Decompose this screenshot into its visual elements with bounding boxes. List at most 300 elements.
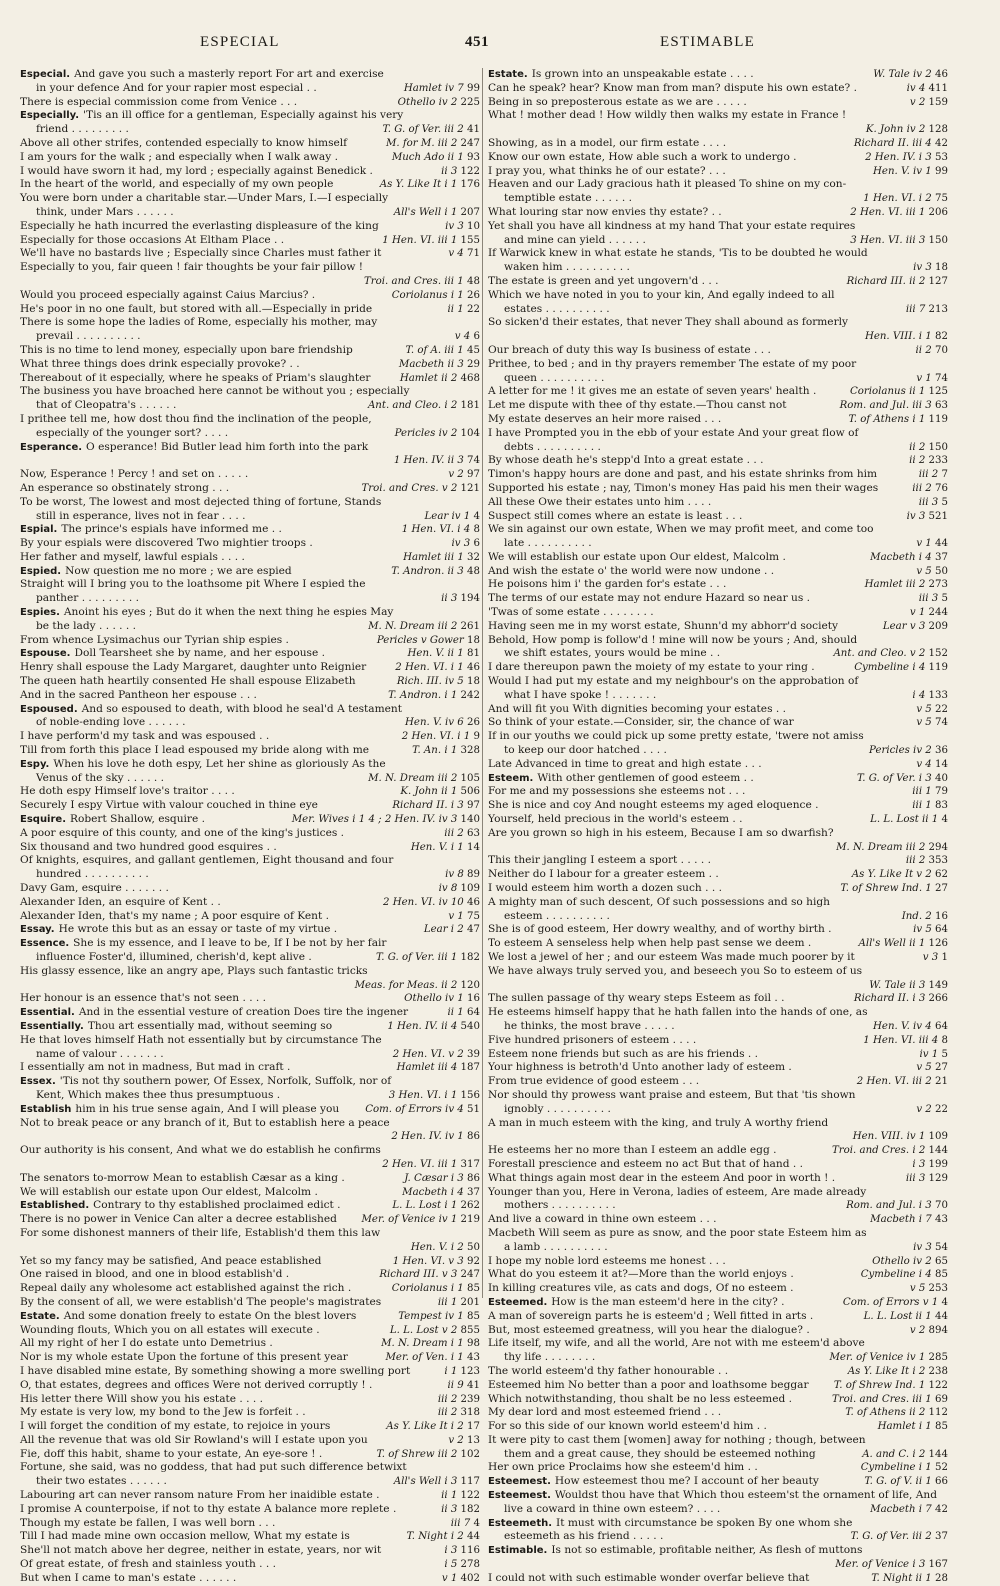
line-number: 22: [931, 1103, 948, 1115]
concordance-line: [20, 1420, 480, 1434]
play-reference: [869, 1255, 948, 1269]
quotation-text: Forestall prescience and esteem no act But that of hand . .: [488, 1157, 803, 1170]
play-act-scene: Hamlet iii 2: [864, 579, 926, 591]
play-reference: [391, 454, 480, 468]
play-act-scene: 3 Hen. VI. i 1: [388, 1089, 458, 1101]
play-act-scene: iv 3: [445, 220, 464, 232]
play-act-scene: ii 3: [441, 593, 458, 605]
concordance-line: [20, 1103, 480, 1117]
quotation-text: All these Owe their estates unto him . . . .: [488, 495, 712, 508]
quotation-text: that of Cleopatra's . . . . . .: [36, 399, 177, 412]
quotation-text: The business you have broached here cannot be without you ; especially: [20, 385, 410, 398]
concordance-line: [20, 1020, 480, 1034]
play-act-scene: T. G. of Ver. iii 1: [375, 952, 458, 963]
line-number: 62: [931, 869, 948, 881]
concordance-line: [20, 1130, 480, 1144]
play-act-scene: Hen. V. i 2: [410, 1241, 464, 1253]
line-number: 74: [931, 717, 948, 729]
line-number: 266: [925, 993, 948, 1005]
concordance-line: [20, 468, 480, 482]
play-reference: [910, 261, 948, 275]
play-act-scene: Ind. 2: [901, 910, 932, 922]
play-act-scene: 2 Hen. IV. iv 1: [391, 1131, 464, 1143]
quotation-text: Alexander Iden, an esquire of Kent . .: [20, 895, 221, 908]
line-number: 99: [931, 165, 948, 177]
play-reference: [913, 1061, 948, 1075]
line-number: 44: [463, 1531, 480, 1543]
play-act-scene: 1 Hen. VI. v 3: [392, 1255, 464, 1267]
quotation-text: Late Advanced in time to great and high estate . . .: [488, 757, 762, 770]
play-act-scene: Ant. and Cleo. i 2: [367, 400, 458, 412]
play-act-scene: Hamlet iii 4: [396, 1062, 458, 1074]
headword: Establish: [20, 1103, 72, 1115]
play-reference: [399, 730, 480, 744]
line-number: 209: [925, 620, 948, 632]
play-act-scene: Tempest iv 1: [398, 1310, 464, 1322]
concordance-line: [20, 1144, 480, 1158]
line-number: 1: [938, 952, 948, 963]
play-reference: [845, 1365, 948, 1379]
concordance-line: [488, 689, 948, 703]
quotation-text: queen . . . . . . . . . .: [504, 371, 605, 384]
play-reference: [448, 1517, 480, 1531]
headword: Esteemest.: [488, 1476, 551, 1488]
quotation-text: In the heart of the world, and especially of my own people: [20, 178, 334, 191]
line-number: 201: [457, 1296, 480, 1308]
concordance-line: [488, 882, 948, 896]
line-number: 182: [457, 1503, 480, 1515]
quotation-text: For so this side of our known world esteem'd him . .: [488, 1420, 767, 1433]
play-act-scene: K. John iv 2: [865, 124, 926, 136]
play-reference: [389, 1199, 480, 1213]
line-number: 37: [931, 1531, 948, 1543]
play-reference: [907, 1324, 948, 1338]
headword: Essential.: [20, 1007, 75, 1019]
play-reference: [452, 330, 480, 344]
line-number: 97: [463, 469, 480, 481]
quotation-text: Contrary to thy established proclaimed edict .: [93, 1199, 341, 1212]
quotation-text: in your defence And for your rapier most especial . .: [36, 81, 317, 94]
concordance-line: [488, 979, 948, 993]
quotation-text: She'll not match above her degree, neither in estate, years, nor wit: [20, 1544, 382, 1557]
concordance-line: [20, 303, 480, 317]
concordance-line: [20, 551, 480, 565]
quotation-text: From true evidence of good esteem . . .: [488, 1075, 700, 1088]
play-act-scene: Pericles v Gower: [376, 634, 464, 646]
play-reference: [385, 689, 480, 703]
concordance-line: [20, 910, 480, 924]
play-reference: [847, 234, 948, 248]
play-act-scene: Hen. V. iv 1: [873, 165, 932, 177]
play-act-scene: i 5: [444, 1559, 458, 1571]
concordance-line: [488, 496, 948, 510]
concordance-line: [488, 578, 948, 592]
quotation-text: we shift estates, yours would be mine . .: [504, 647, 721, 660]
line-number: 239: [457, 1393, 480, 1405]
line-number: 150: [925, 234, 948, 246]
play-act-scene: Hamlet ii 2: [399, 372, 458, 384]
quotation-text: Your highness is betroth'd Unto another lady of esteem .: [488, 1061, 792, 1074]
line-number: 40: [931, 772, 948, 784]
concordance-line: [488, 992, 948, 1006]
concordance-line: [488, 303, 948, 317]
quotation-text: Above all other strifes, contended especially to know himself: [20, 136, 348, 149]
play-reference: [435, 1296, 480, 1310]
play-act-scene: Mer. of Venice iv 1: [829, 1352, 926, 1364]
concordance-line: [488, 1310, 948, 1324]
concordance-line: [488, 1475, 948, 1489]
concordance-line: [20, 192, 480, 206]
play-reference: [862, 151, 948, 165]
headword: Espoused.: [20, 703, 78, 715]
quotation-text: I promise A counterpoise, if not to thy estate A balance more replete .: [20, 1502, 397, 1515]
concordance-line: [20, 344, 480, 358]
play-act-scene: 1 Hen. VI. iii 1: [382, 234, 458, 246]
play-reference: [449, 537, 480, 551]
line-number: 122: [925, 1379, 948, 1391]
play-reference: [856, 937, 949, 951]
play-act-scene: 1 Hen. VI. iii 4: [863, 1034, 939, 1046]
play-act-scene: T. of Shrew iii 2: [376, 1448, 458, 1460]
play-reference: [849, 868, 948, 882]
play-act-scene: ii 1: [441, 1490, 458, 1502]
play-reference: [408, 1241, 480, 1255]
line-number: 318: [457, 1407, 480, 1419]
line-number: 116: [457, 1545, 480, 1557]
quotation-text: What ! mother dead ! How wildly then walks my estate in France !: [488, 109, 847, 122]
quotation-text: Fortune, she said, was no goddess, that had put such difference betwixt: [20, 1461, 407, 1474]
play-act-scene: Much Ado ii 1: [391, 151, 464, 163]
line-number: 79: [931, 786, 948, 798]
play-act-scene: T. Andron. ii 3: [391, 565, 464, 577]
play-act-scene: Hen. VIII. i 1: [864, 331, 932, 343]
quotation-text: A man in much esteem with the king, and truly A worthy friend: [488, 1116, 829, 1129]
play-act-scene: iii 7: [450, 1517, 471, 1529]
quotation-text: Now, Esperance ! Percy ! and set on . . . . .: [20, 468, 249, 481]
line-number: 104: [457, 427, 480, 439]
play-act-scene: Mer. of Ven. i 1: [385, 1352, 464, 1364]
line-number: 126: [925, 938, 948, 950]
headword: Esperance.: [20, 441, 83, 453]
concordance-line: [20, 1337, 480, 1351]
concordance-line: [20, 1158, 480, 1172]
play-reference: [909, 482, 948, 496]
headword: Espial.: [20, 524, 58, 536]
concordance-line: [20, 96, 480, 110]
quotation-text: To be worst, The lowest and most dejected thing of fortune, Stands: [20, 495, 382, 508]
concordance-line: [20, 1406, 480, 1420]
line-number: 521: [925, 510, 948, 522]
concordance-line: [20, 882, 480, 896]
quotation-text: And in the essential vesture of creation Does tire the ingener: [78, 1006, 409, 1019]
play-reference: [904, 82, 948, 96]
quotation-text: Neither do I labour for a greater esteem . .: [488, 868, 719, 881]
concordance-line: [20, 1061, 480, 1075]
play-reference: [867, 551, 948, 565]
concordance-line: [488, 799, 948, 813]
play-reference: [899, 910, 948, 924]
play-reference: [408, 841, 480, 855]
play-act-scene: ii 1: [447, 303, 464, 315]
concordance-line: [20, 799, 480, 813]
quotation-text: of noble-ending love . . . . . .: [36, 716, 186, 729]
line-number: 66: [931, 1476, 948, 1488]
concordance-line: [488, 785, 948, 799]
play-act-scene: Rom. and Jul. iii 3: [839, 400, 932, 412]
concordance-line: [488, 1186, 948, 1200]
play-reference: [365, 620, 480, 634]
concordance-line: [488, 1351, 948, 1365]
quotation-text: Henry shall espouse the Lady Margaret, daughter unto Reignier: [20, 661, 367, 674]
play-act-scene: i 3: [912, 1158, 926, 1170]
concordance-line: [488, 96, 948, 110]
concordance-line: [488, 1034, 948, 1048]
concordance-line: [488, 137, 948, 151]
line-number: 411: [925, 82, 948, 94]
quotation-text: mothers . . . . . . . . . .: [504, 1199, 616, 1212]
line-number: 44: [931, 1310, 948, 1322]
line-number: 43: [463, 1352, 480, 1364]
line-number: 86: [463, 1131, 480, 1143]
concordance-line: [20, 758, 480, 772]
play-reference: [870, 165, 948, 179]
concordance-line: [488, 854, 948, 868]
play-reference: [397, 372, 480, 386]
concordance-line: [488, 151, 948, 165]
quotation-text: I essentially am not in madness, But mad in craft .: [20, 1061, 291, 1074]
quotation-text: He esteems himself happy that he hath fallen into the hands of one, as: [488, 1006, 868, 1019]
line-number: 93: [463, 151, 480, 163]
concordance-line: [20, 1558, 480, 1572]
play-act-scene: 1 Hen. VI. i 2: [863, 193, 932, 205]
quotation-text: For some dishonest manners of their life, Establish'd them this law: [20, 1226, 381, 1239]
line-number: 26: [463, 289, 480, 301]
concordance-line: [488, 1544, 948, 1558]
concordance-line: [20, 151, 480, 165]
quotation-text: The queen hath heartily consented He shall espouse Elizabeth: [20, 675, 356, 688]
play-act-scene: 2 Hen. VI. v 2: [392, 1048, 464, 1060]
play-reference: [851, 992, 948, 1006]
line-number: 128: [925, 124, 948, 136]
line-number: 167: [925, 1559, 948, 1571]
play-reference: [916, 468, 948, 482]
concordance-line: [20, 1199, 480, 1213]
quotation-text: She is of good esteem, Her dowry wealthy, and of worthy birth .: [488, 923, 832, 936]
play-reference: [441, 1558, 480, 1572]
quotation-text: Thereabout of it especially, where he speaks of Priam's slaughter: [20, 371, 371, 384]
concordance-line: [488, 1406, 948, 1420]
concordance-line: [488, 109, 948, 123]
quotation-text: I am yours for the walk ; and especially when I walk away .: [20, 150, 338, 163]
line-number: 70: [931, 344, 948, 356]
concordance-line: [20, 441, 480, 455]
concordance-line: [488, 772, 948, 786]
concordance-line: [20, 675, 480, 689]
concordance-line: [488, 675, 948, 689]
quotation-text: And so espoused to death, with blood he seal'd A testament: [81, 702, 403, 715]
concordance-line: [20, 427, 480, 441]
play-act-scene: Cymbeline i 1: [860, 1462, 932, 1474]
play-reference: [435, 1393, 480, 1407]
quotation-text: All my right of her I do estate unto Demetrius .: [20, 1337, 273, 1350]
play-reference: [405, 647, 480, 661]
headword: Essence.: [20, 938, 70, 950]
play-act-scene: Rich. III. iv 5: [396, 676, 464, 688]
quotation-text: Till from forth this place I lead espoused my bride along with me: [20, 744, 370, 757]
play-act-scene: Macbeth i 4: [870, 551, 932, 563]
quotation-text: debts . . . . . . . . . .: [504, 440, 601, 453]
play-act-scene: 2 Hen. VI. i 1: [401, 731, 471, 743]
play-reference: [365, 772, 480, 786]
line-number: 17: [463, 1421, 480, 1433]
line-number: 37: [931, 551, 948, 563]
line-number: 5: [938, 1048, 948, 1060]
concordance-line: [488, 330, 948, 344]
play-reference: [854, 1075, 948, 1089]
play-reference: [389, 1282, 480, 1296]
line-number: 69: [931, 1393, 948, 1405]
play-reference: [854, 772, 948, 786]
line-number: 119: [925, 413, 948, 425]
play-act-scene: A. and C. i 2: [862, 1448, 926, 1460]
play-act-scene: All's Well i 1: [393, 206, 458, 218]
quotation-text: It must with circumstance be spoken By one whom she: [556, 1516, 853, 1529]
play-act-scene: iii 3: [905, 1172, 926, 1184]
play-reference: [870, 1020, 948, 1034]
quotation-text: You were born under a charitable star.—Under Mars, I.—I especially: [20, 192, 389, 205]
line-number: 8: [938, 1034, 948, 1046]
line-number: 127: [925, 275, 948, 287]
quotation-text: Her own price Proclaims how she esteem'd him . .: [488, 1461, 758, 1474]
play-reference: [376, 1268, 480, 1282]
quotation-text: be the lady . . . . . .: [36, 619, 137, 632]
play-act-scene: iv 3: [906, 510, 926, 522]
line-number: 18: [931, 262, 948, 274]
concordance-line: [488, 841, 948, 855]
quotation-text: Are you grown so high in his esteem, Because I am so dwarfish?: [488, 826, 834, 839]
play-reference: [389, 799, 480, 813]
play-act-scene: 1 Hen. IV. ii 3: [393, 455, 464, 467]
play-reference: [359, 482, 481, 496]
concordance-line: [488, 454, 948, 468]
play-act-scene: iv 5: [913, 924, 932, 936]
line-number: 105: [457, 772, 480, 784]
concordance-line: [20, 992, 480, 1006]
play-reference: [843, 1199, 948, 1213]
play-act-scene: Troi. and Cres. iii 1: [363, 275, 464, 287]
line-number: 18: [463, 634, 480, 646]
line-number: 27: [931, 1062, 948, 1074]
line-number: 540: [457, 1020, 480, 1032]
play-reference: [903, 303, 948, 317]
line-number: 46: [463, 896, 480, 908]
line-number: 50: [463, 1241, 480, 1253]
quotation-text: temptible estate . . . . . .: [504, 192, 633, 205]
play-act-scene: iii 1: [912, 800, 932, 812]
quotation-text: influence Foster'd, illumined, cherish'd, kept alive .: [36, 951, 312, 963]
quotation-text: To esteem A senseless help when help past sense we deem .: [488, 937, 812, 950]
quotation-text: And live a coward in thine own esteem . . .: [488, 1213, 717, 1226]
quotation-text: Our breach of duty this way Is business of estate . . .: [488, 343, 771, 356]
line-number: 97: [463, 800, 480, 812]
line-number: 225: [457, 96, 480, 108]
line-number: 53: [931, 151, 948, 163]
concordance-line: [20, 1172, 480, 1186]
line-number: 187: [457, 1062, 480, 1074]
play-act-scene: Hamlet iii 1: [403, 551, 464, 563]
play-reference: [862, 330, 948, 344]
quotation-text: The terms of our estate may not endure Hazard so near us .: [488, 592, 811, 605]
quotation-text: It were pity to cast them [women] away for nothing ; though, between: [488, 1433, 866, 1446]
concordance-line: [488, 703, 948, 717]
play-act-scene: Com. of Errors iv 4: [365, 1103, 464, 1115]
concordance-line: [20, 730, 480, 744]
play-act-scene: Pericles iv 2: [394, 427, 458, 439]
concordance-line: [488, 1061, 948, 1075]
line-number: 123: [457, 1365, 480, 1377]
quotation-text: What three things does drink especially provoke? . .: [20, 357, 300, 370]
quotation-text: Yourself, held precious in the world's esteem . .: [488, 813, 743, 826]
concordance-line: [488, 1103, 948, 1117]
headword: Esquire.: [20, 814, 67, 826]
quotation-text: Which we have noted in you to your kin, And egally indeed to all: [488, 288, 835, 301]
play-reference: [403, 1530, 480, 1544]
concordance-line: [488, 827, 948, 841]
play-reference: [445, 468, 480, 482]
play-reference: [909, 799, 948, 813]
line-number: 71: [463, 248, 480, 260]
play-reference: [397, 785, 480, 799]
play-act-scene: Mer. Wives i 1 4 ; 2 Hen. IV. iv 3: [291, 814, 458, 826]
play-reference: [830, 647, 948, 661]
quotation-text: Younger than you, Here in Verona, ladies of esteem, Are made already: [488, 1185, 867, 1198]
quotation-text: their two estates . . . . . .: [36, 1475, 167, 1488]
play-act-scene: v 5: [916, 1062, 932, 1074]
line-number: 10: [463, 220, 480, 232]
play-act-scene: v 1: [441, 1572, 458, 1584]
quotation-text: Securely I espy Virtue with valour couched in thine eye: [20, 799, 318, 812]
play-act-scene: T. G. of Ver. iii 2: [382, 124, 464, 136]
line-number: 855: [457, 1324, 480, 1336]
concordance-line: [488, 441, 948, 455]
line-number: 353: [925, 855, 948, 867]
play-reference: [860, 192, 948, 206]
headword: Esteemeth.: [488, 1517, 553, 1529]
concordance-line: [20, 785, 480, 799]
concordance-line: [488, 937, 948, 951]
line-number: 32: [463, 551, 480, 563]
quotation-text: An esperance so obstinately strong . . .: [20, 481, 230, 494]
line-number: 46: [463, 662, 480, 674]
quotation-text: think, under Mars . . . . . .: [36, 205, 174, 218]
quotation-text: I pray you, what thinks he of our estate? . . .: [488, 164, 726, 177]
play-reference: [909, 785, 948, 799]
concordance-line: [488, 385, 948, 399]
play-act-scene: Hen. V. iv 4: [873, 1020, 932, 1032]
concordance-line: [20, 923, 480, 937]
line-number: 247: [457, 137, 480, 149]
quotation-text: I could not with such estimable wonder overfar believe that: [488, 1571, 810, 1584]
concordance-line: [488, 1006, 948, 1020]
play-act-scene: v 2: [909, 1324, 926, 1336]
quotation-text: Till I had made mine own occasion mellow, What my estate is: [20, 1530, 350, 1543]
line-number: 159: [925, 96, 948, 108]
quotation-text: Anoint his eyes ; But do it when the next thing he espies May: [63, 606, 394, 619]
play-act-scene: T. Night ii 1: [871, 1572, 932, 1584]
concordance-line: [20, 1089, 480, 1103]
line-number: 65: [931, 1255, 948, 1267]
quotation-text: Though my estate be fallen, I was well born . . .: [20, 1516, 276, 1529]
